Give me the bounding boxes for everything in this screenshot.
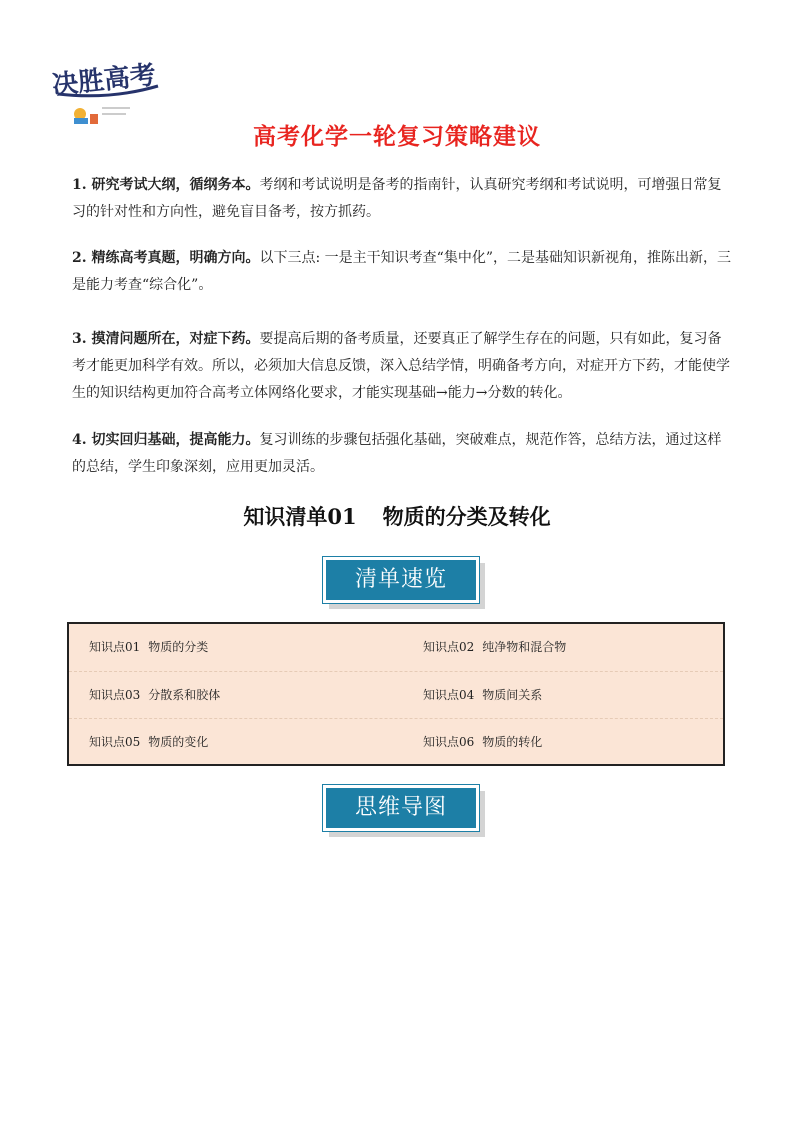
advice-text: 要提高后期的备考质量，还要真正了解学生存在的问题，只有如此，复习备考才能更加科学有效。所以，必须加大信息反馈，深入总结学情，明确备考方向，对症开方下药，才能使学生的知识结构更加符合高考立体网络化要求，才能实现基础→能力→分数的转化。 xyxy=(72,331,730,401)
kp-number: 知识点04 xyxy=(423,688,475,702)
kp-number: 知识点05 xyxy=(89,735,141,749)
table-row xyxy=(69,718,723,765)
section-title xyxy=(0,501,794,531)
knowledge-point-03 xyxy=(89,672,220,718)
advice-lead: 1. 研究考试大纲，循纲务本。 xyxy=(72,177,260,193)
kp-name: 物质的变化 xyxy=(148,735,209,749)
logo-text: 决胜高考 xyxy=(50,60,158,101)
table-row xyxy=(69,671,723,718)
overview-tag-label: 清单速览 xyxy=(323,557,479,603)
kp-number: 知识点03 xyxy=(89,688,141,702)
mindmap-tag xyxy=(323,785,479,831)
advice-paragraph-2 xyxy=(72,245,732,299)
knowledge-point-04 xyxy=(423,672,542,718)
kp-name: 物质的转化 xyxy=(482,735,543,749)
advice-paragraph-4 xyxy=(72,427,732,481)
kp-number: 知识点06 xyxy=(423,735,475,749)
advice-lead: 4. 切实回归基础，提高能力。 xyxy=(72,432,260,448)
page-title: 高考化学一轮复习策略建议 xyxy=(253,124,541,150)
knowledge-points-table xyxy=(67,622,725,766)
advice-paragraph-3 xyxy=(72,326,732,407)
knowledge-point-05 xyxy=(89,719,208,765)
advice-text: 复习训练的步骤包括强化基础，突破难点，规范作答，总结方法，通过这样的总结，学生印象深刻，应用更加灵活。 xyxy=(72,432,722,475)
kp-name: 分散系和胶体 xyxy=(148,688,221,702)
kp-number: 知识点02 xyxy=(423,640,475,654)
section-name: 物质的分类及转化 xyxy=(382,504,551,529)
knowledge-point-06 xyxy=(423,719,542,765)
section-label: 知识清单01 xyxy=(243,504,357,529)
kp-name: 物质的分类 xyxy=(148,640,209,654)
advice-lead: 3. 摸清问题所在，对症下药。 xyxy=(72,331,260,347)
kp-name: 物质间关系 xyxy=(482,688,543,702)
mindmap-tag-label: 思维导图 xyxy=(323,785,479,831)
advice-text: 以下三点: 一是主干知识考查“集中化”，二是基础知识新视角，推陈出新，三是能力考查“综合化”。 xyxy=(72,250,731,293)
table-row xyxy=(69,624,723,670)
advice-text: 考纲和考试说明是备考的指南针，认真研究考纲和考试说明，可增强日常复习的针对性和方向性，避免盲目备考，按方抓药。 xyxy=(72,177,722,220)
advice-paragraph-1 xyxy=(72,172,732,226)
advice-lead: 2. 精练高考真题，明确方向。 xyxy=(72,250,260,266)
kp-name: 纯净物和混合物 xyxy=(482,640,567,654)
knowledge-point-02 xyxy=(423,624,566,670)
kp-number: 知识点01 xyxy=(89,640,141,654)
overview-tag xyxy=(323,557,479,603)
knowledge-point-01 xyxy=(89,624,208,670)
